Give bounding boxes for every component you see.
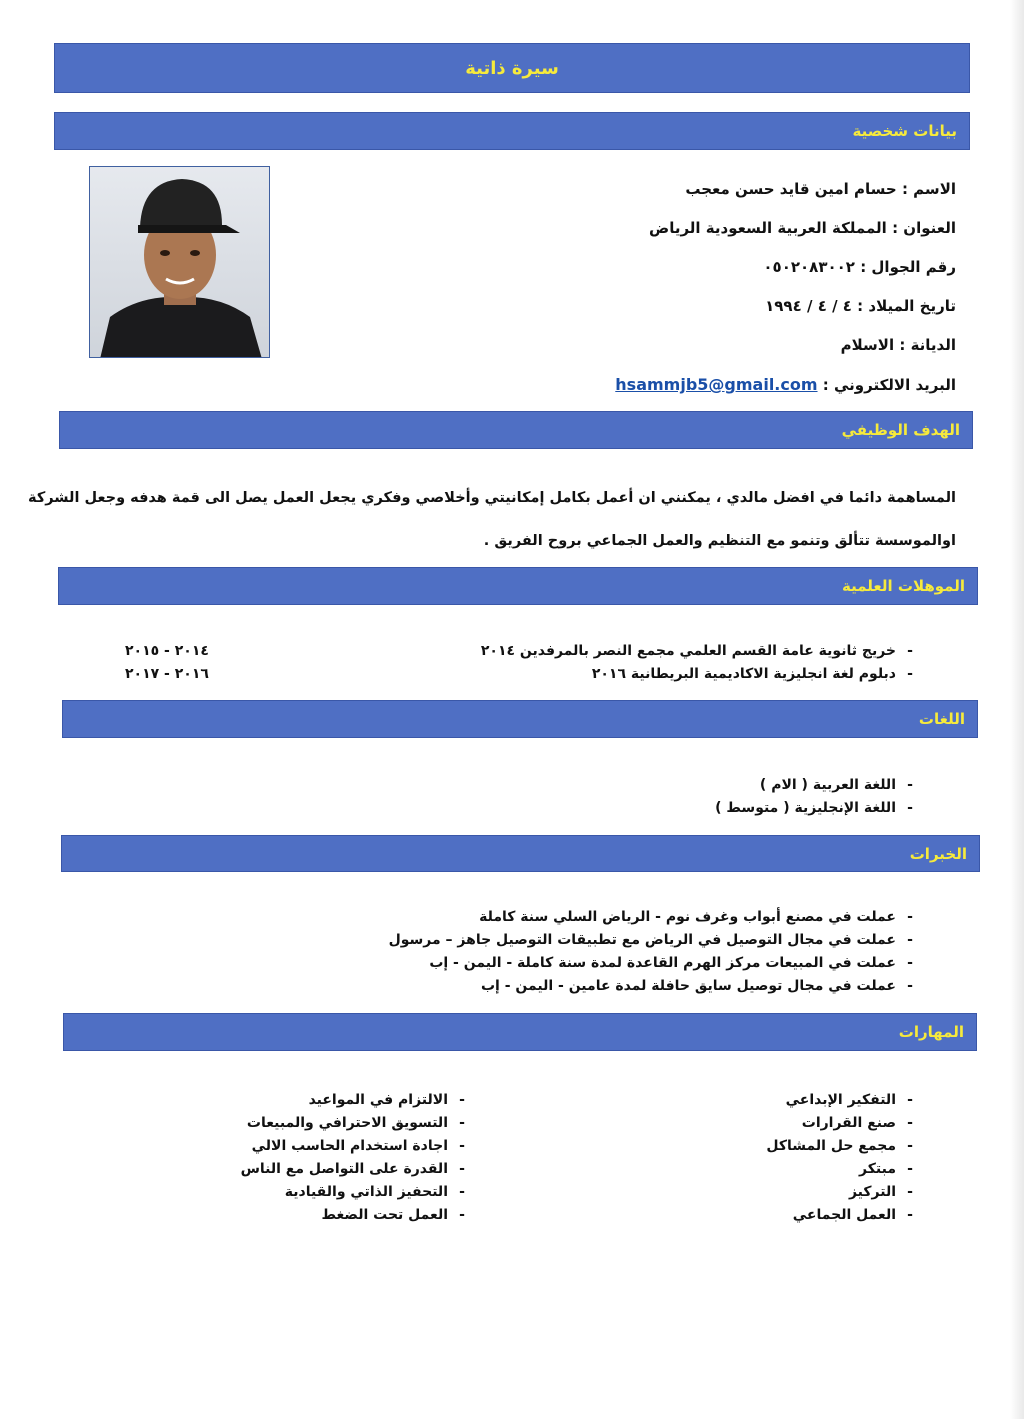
person-photo-icon bbox=[90, 167, 270, 358]
list-item: -التفكير الإبداعي bbox=[785, 1092, 913, 1108]
phone-value: ٠٥٠٢٠٨٣٠٠٢ bbox=[763, 258, 855, 276]
list-item: -العمل الجماعي bbox=[792, 1207, 913, 1223]
objective-line-1: المساهمة دائما في افضل مالدي ، يمكنني ان أعمل بكامل إمكانيتي وأخلاصي وفكري يجعل العمل يصل الى قمة هدفه وجعل الشركة bbox=[28, 490, 956, 506]
languages-list bbox=[715, 777, 924, 823]
phone-field: رقم الجوال : ٠٥٠٢٠٨٣٠٠٢ bbox=[763, 258, 956, 276]
personal-heading-bar bbox=[54, 112, 970, 150]
address-value: المملكة العربية السعودية الرياض bbox=[649, 219, 887, 237]
name-field: الاسم : حسام امين قايد حسن معجب bbox=[685, 180, 956, 198]
section-heading: اللغات bbox=[918, 710, 965, 728]
list-item: -صنع القرارات bbox=[801, 1115, 913, 1131]
list-item: -خريج ثانوية عامة القسم العلمي مجمع النصر بالمرفدين ٢٠١٤ bbox=[480, 643, 913, 659]
list-item: -التركيز bbox=[848, 1184, 913, 1200]
languages-heading-bar bbox=[62, 700, 978, 738]
list-item: -عملت في مجال التوصيل في الرياض مع تطبيقات التوصيل جاهز – مرسول bbox=[388, 932, 913, 948]
cv-title-bar bbox=[54, 43, 970, 93]
list-item: -عملت في مجال توصيل سايق حافلة لمدة عامين - اليمن - إب bbox=[480, 978, 913, 994]
section-heading: الخبرات bbox=[909, 844, 967, 863]
list-item: -التحفيز الذاتي والقيادية bbox=[284, 1184, 465, 1200]
page-edge bbox=[1010, 0, 1024, 1419]
cv-title: سيرة ذاتية bbox=[465, 57, 559, 79]
list-item: -القدرة على التواصل مع الناس bbox=[240, 1161, 465, 1177]
experience-list bbox=[389, 909, 924, 1001]
birthdate-value: ٤ / ٤ / ١٩٩٤ bbox=[765, 297, 852, 315]
list-item: -اللغة العربية ( الام ) bbox=[759, 777, 913, 793]
skills-list-2 bbox=[241, 1092, 476, 1230]
objective-heading-bar bbox=[59, 411, 973, 449]
name-value: حسام امين قايد حسن معجب bbox=[685, 180, 897, 198]
list-item: -اجادة استخدام الحاسب الالي bbox=[251, 1138, 465, 1154]
skills-list-1 bbox=[766, 1092, 924, 1230]
religion-value: الاسلام bbox=[840, 336, 895, 354]
qualification-years: ٢٠١٤ - ٢٠١٥ bbox=[125, 643, 209, 659]
address-field: العنوان : المملكة العربية السعودية الرياض bbox=[649, 219, 956, 237]
list-item: -مجمع حل المشاكل bbox=[766, 1138, 913, 1154]
list-item: -دبلوم لغة انجليزية الاكاديمية البريطانية ٢٠١٦ bbox=[591, 666, 913, 682]
profile-photo bbox=[89, 166, 270, 358]
list-item: -عملت في مصنع أبواب وغرف نوم - الرياض السلي سنة كاملة bbox=[479, 909, 913, 925]
section-heading: بيانات شخصية bbox=[852, 122, 957, 140]
birthdate-field: تاريخ الميلاد : ٤ / ٤ / ١٩٩٤ bbox=[765, 297, 956, 315]
section-heading: الموهلات العلمية bbox=[842, 577, 965, 595]
section-heading: الهدف الوظيفي bbox=[841, 421, 960, 439]
list-item: -الالتزام في المواعيد bbox=[308, 1092, 465, 1108]
qualifications-heading-bar bbox=[58, 567, 978, 605]
skills-heading-bar bbox=[63, 1013, 977, 1051]
objective-line-2: اوالموسسة تتألق وتنمو مع التنظيم والعمل الجماعي بروح الفريق . bbox=[483, 533, 956, 549]
list-item: -اللغة الإنجليزية ( متوسط ) bbox=[715, 800, 913, 816]
list-item: -العمل تحت الضغط bbox=[321, 1207, 465, 1223]
experience-heading-bar bbox=[61, 835, 980, 872]
list-item: -التسويق الاحترافي والمبيعات bbox=[246, 1115, 465, 1131]
email-link[interactable]: hsammjb5@gmail.com bbox=[615, 375, 818, 394]
list-item: -عملت في المبيعات مركز الهرم القاعدة لمدة سنة كاملة - اليمن - إب bbox=[429, 955, 913, 971]
qualification-years: ٢٠١٦ - ٢٠١٧ bbox=[125, 666, 209, 682]
list-item: -مبتكر bbox=[859, 1161, 913, 1177]
section-heading: المهارات bbox=[898, 1023, 964, 1041]
qualifications-list bbox=[481, 643, 924, 689]
religion-field: الديانة : الاسلام bbox=[840, 336, 956, 354]
email-field: البريد الالكتروني : hsammjb5@gmail.com bbox=[615, 375, 956, 394]
